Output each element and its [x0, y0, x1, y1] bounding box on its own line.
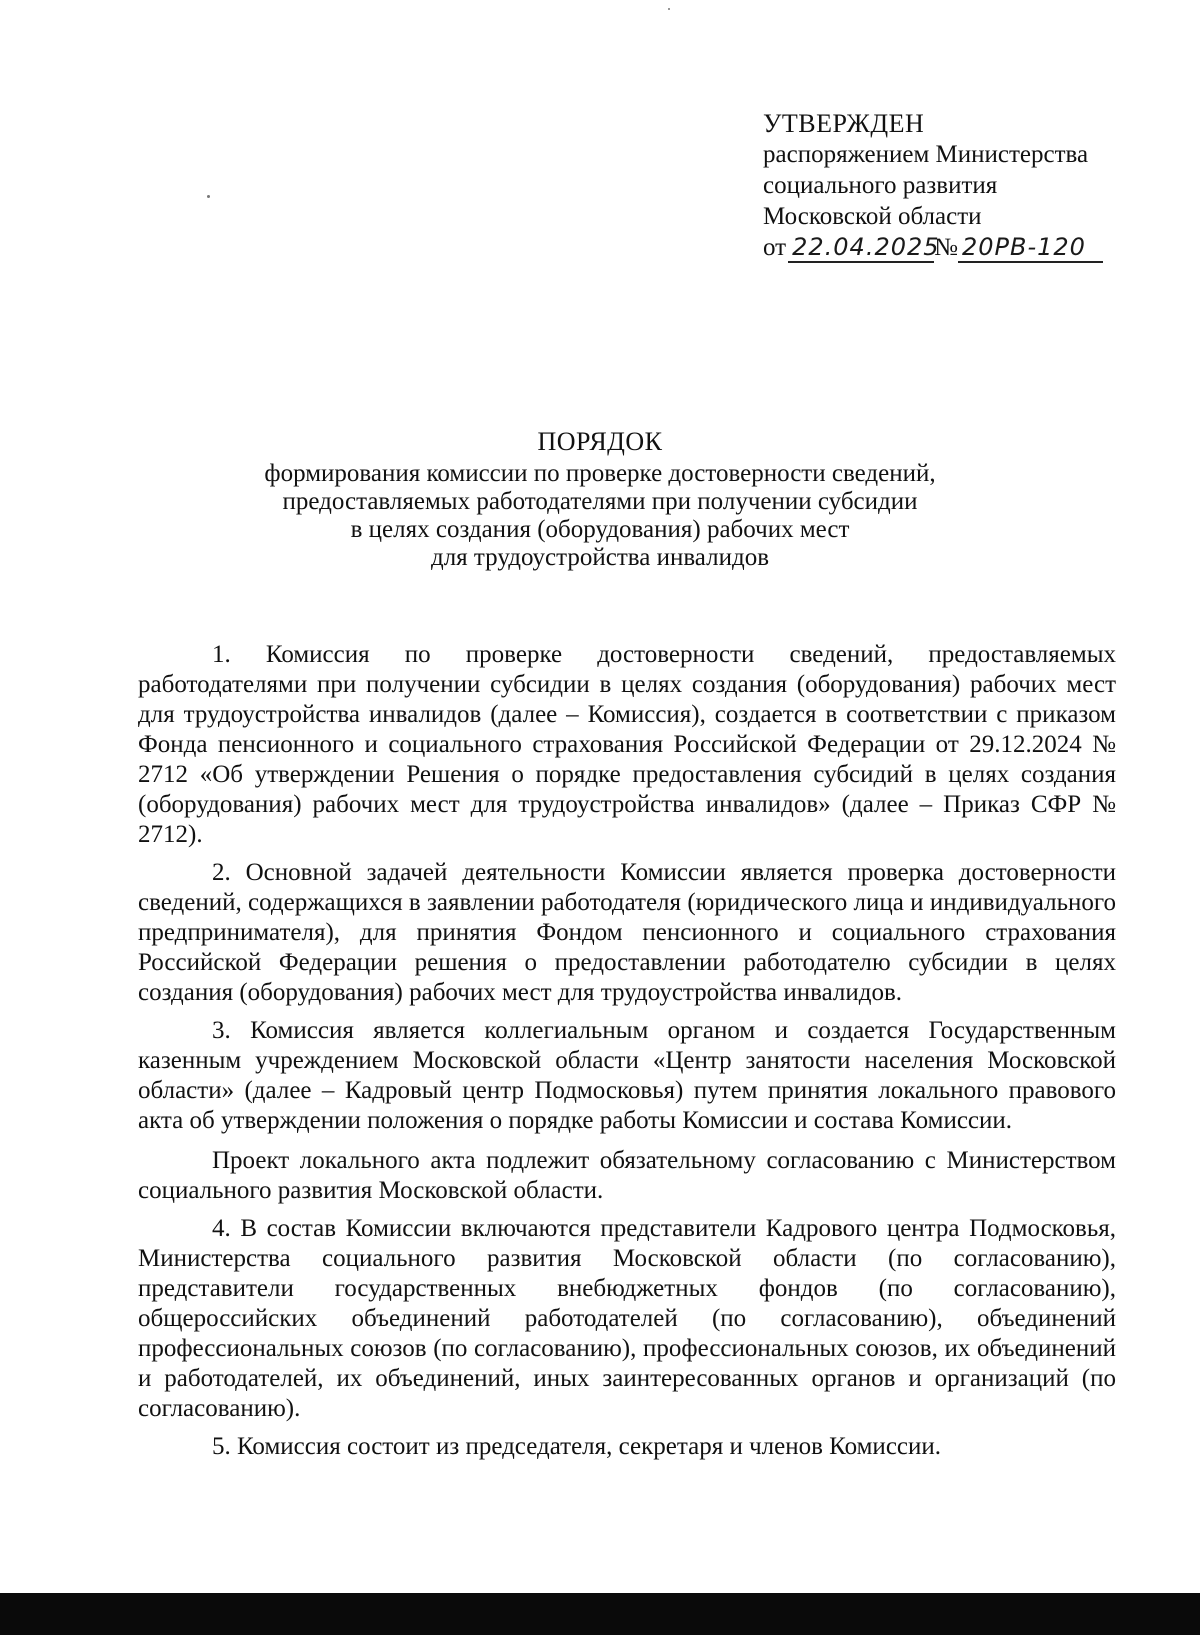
number-prefix: №	[934, 234, 958, 261]
paragraph: 4. В состав Комиссии включаются представители Кадрового центра Подмосковья, Министерства социального развития Московской области (по согласованию), представители государственных внебюджетных фондов (по согласованию), общероссийских объединений работодателей (по согласованию), объединений профессиональных союзов (по согласованию), профессиональных союзов, их объединений и работодателей, их объединений, иных заинтересованных органов и организаций (по согласованию).	[138, 1215, 1116, 1422]
title-main: ПОРЯДОК	[537, 427, 663, 456]
approval-line: социального развития	[763, 172, 998, 199]
approval-date-line	[763, 232, 1103, 263]
paragraph: 2. Основной задачей деятельности Комиссии является проверка достоверности сведений, содержащихся в заявлении работодателя (юридического лица и индивидуального предпринимателя), для принятия Фондом пенсионного и социального страхования Российской Федерации решения о предоставлении работодателю субсидии в целях создания (оборудования) рабочих мест для трудоустройства инвалидов.	[138, 859, 1116, 1006]
approval-line: Московской области	[763, 203, 982, 230]
handwritten-date: 22.04.2025	[788, 233, 934, 263]
scan-speck	[668, 8, 670, 10]
approval-block	[763, 108, 1103, 263]
paragraph: 5. Комиссия состоит из председателя, секретаря и членов Комиссии.	[212, 1433, 942, 1460]
paragraph: 1. Комиссия по проверке достоверности сведений, предоставляемых работодателями при получении субсидии в целях создания (оборудования) рабочих мест для трудоустройства инвалидов (далее – Комиссия), создается в соответствии с приказом Фонда пенсионного и социального страхования Российской Федерации от 29.12.2024 № 2712 «Об утверждении Решения о порядке предоставления субсидий в целях создания (оборудования) рабочих мест для трудоустройства инвалидов» (далее – Приказ СФР № 2712).	[138, 641, 1116, 848]
title-line: предоставляемых работодателями при получении субсидии	[282, 488, 918, 515]
title-line: в целях создания (оборудования) рабочих мест	[350, 516, 850, 543]
title-line: для трудоустройства инвалидов	[430, 544, 769, 571]
date-prefix: от	[763, 234, 787, 261]
scan-speck	[207, 195, 210, 198]
scan-bottom-edge	[0, 1593, 1200, 1635]
paragraph: Проект локального акта подлежит обязательному согласованию с Министерством социального развития Московской области.	[138, 1147, 1116, 1204]
approval-line: распоряжением Министерства	[763, 141, 1089, 168]
title-line: формирования комиссии по проверке достоверности сведений,	[264, 460, 936, 487]
approval-heading: УТВЕРЖДЕН	[763, 109, 925, 138]
document-body	[138, 640, 1116, 1470]
document-title	[240, 428, 960, 572]
paragraph: 3. Комиссия является коллегиальным органом и создается Государственным казенным учреждением Московской области «Центр занятости населения Московской области» (далее – Кадровый центр Подмосковья) путем принятия локального правового акта об утверждении положения о порядке работы Комиссии и состава Комиссии.	[138, 1017, 1116, 1134]
handwritten-number: 20РВ-120	[958, 233, 1103, 263]
